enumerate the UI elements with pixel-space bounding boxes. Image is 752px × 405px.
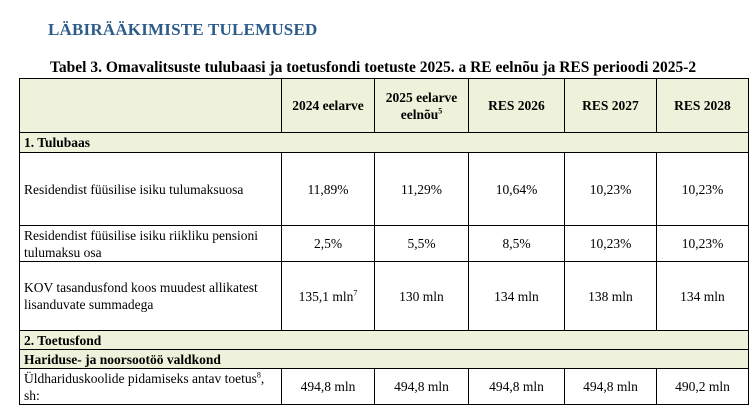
row-label: Residendist füüsilise isiku tulumaksuosa bbox=[20, 153, 282, 226]
table-cell: 10,23% bbox=[657, 153, 749, 226]
table-cell: 494,8 mln bbox=[282, 369, 375, 405]
section-title: 2. Toetusfond bbox=[20, 331, 749, 350]
table-cell: 135,1 mln$^7$ bbox=[282, 262, 375, 331]
column-header-res-2027: RES 2027 bbox=[565, 79, 657, 133]
table-cell: 494,8 mln bbox=[375, 369, 469, 405]
section-row-tulubaas bbox=[20, 133, 749, 153]
table-header-row bbox=[20, 79, 749, 133]
table-cell: 494,8 mln bbox=[469, 369, 565, 405]
row-label: Üldhariduskoolide pidamiseks antav toetus$^8$, sh: bbox=[20, 369, 282, 405]
row-label: KOV tasandusfond koos muudest allikatest lisanduvate summadega bbox=[20, 262, 282, 331]
table-cell: 494,8 mln bbox=[565, 369, 657, 405]
table-cell: 2,5% bbox=[282, 226, 375, 262]
table-caption: Tabel 3. Omavalitsuste tulubaasi ja toetusfondi toetuste 2025. a RE eelnõu ja RES perioodi 2025-2 bbox=[50, 59, 697, 76]
footnote-marker: 7 bbox=[353, 288, 358, 297]
table-row bbox=[20, 153, 749, 226]
table-cell: 130 mln bbox=[375, 262, 469, 331]
table-cell: 8,5% bbox=[469, 226, 565, 262]
table-cell: 11,89% bbox=[282, 153, 375, 226]
footnote-marker: 8 bbox=[256, 370, 261, 379]
table-cell: 138 mln bbox=[565, 262, 657, 331]
table-row bbox=[20, 262, 749, 331]
table-cell: 10,23% bbox=[565, 226, 657, 262]
table-cell: 10,23% bbox=[657, 226, 749, 262]
row-label: Residendist füüsilise isiku riikliku pensioni tulumaksu osa bbox=[20, 226, 282, 262]
results-table bbox=[19, 78, 749, 405]
column-header-res-2026: RES 2026 bbox=[469, 79, 565, 133]
table-cell: 10,23% bbox=[565, 153, 657, 226]
footnote-marker: 5 bbox=[438, 106, 443, 115]
table-row bbox=[20, 226, 749, 262]
table-cell: 134 mln bbox=[469, 262, 565, 331]
table-cell: 134 mln bbox=[657, 262, 749, 331]
header-empty-cell bbox=[20, 79, 282, 133]
section-row-toetusfond bbox=[20, 331, 749, 350]
subsection-title: Hariduse- ja noorsootöö valdkond bbox=[20, 350, 749, 369]
column-header-2024: 2024 eelarve bbox=[282, 79, 375, 133]
column-header-res-2028: RES 2028 bbox=[657, 79, 749, 133]
table-row bbox=[20, 369, 749, 405]
column-header-2025: 2025 eelarve eelnõu$^5$ bbox=[375, 79, 469, 133]
table-cell: 5,5% bbox=[375, 226, 469, 262]
page-heading: LÄBIRÄÄKIMISTE TULEMUSED bbox=[48, 20, 318, 39]
section-title: 1. Tulubaas bbox=[20, 133, 749, 153]
subsection-row bbox=[20, 350, 749, 369]
table-cell: 490,2 mln bbox=[657, 369, 749, 405]
table-cell: 11,29% bbox=[375, 153, 469, 226]
table-cell: 10,64% bbox=[469, 153, 565, 226]
